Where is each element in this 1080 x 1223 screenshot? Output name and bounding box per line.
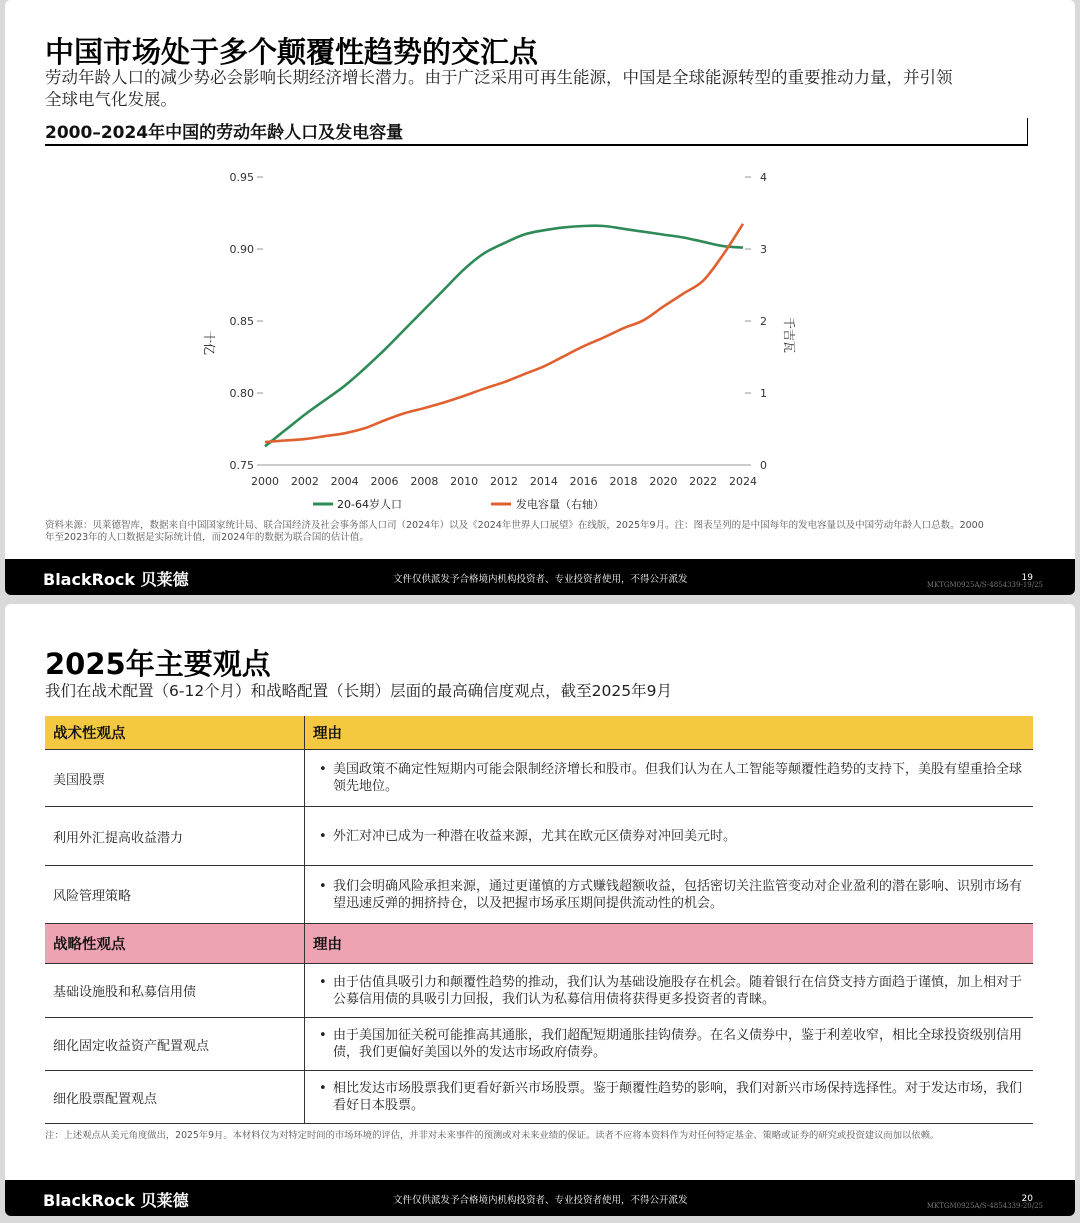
row-label: 利用外汇提高收益潜力 bbox=[45, 807, 305, 866]
reason-text: 美国政策不确定性短期内可能会限制经济增长和股市。但我们认为在人工智能等颠覆性趋势的支持下，美股有望重拾全球领先地位。 bbox=[333, 762, 1023, 794]
row-reason bbox=[305, 1071, 1034, 1124]
x-tick-label: 2010 bbox=[450, 475, 479, 488]
table-row bbox=[45, 964, 1033, 1018]
row-reason bbox=[305, 866, 1034, 924]
y-tick-label-right: 1 bbox=[760, 387, 767, 400]
page-title: 2025年主要观点 bbox=[45, 647, 271, 681]
document-code: MKTGM0925A/S-4854339-19/25 bbox=[926, 581, 1043, 589]
series-line-population bbox=[265, 226, 743, 447]
row-label: 风险管理策略 bbox=[45, 866, 305, 924]
row-label: 细化股票配置观点 bbox=[45, 1071, 305, 1124]
reason-text: 由于估值具吸引力和颠覆性趋势的推动，我们认为基础设施股存在机会。随着银行在信贷支持方面趋于谨慎，加上相对于公募信用债的具吸引力回报，我们认为私募信用债将获得更多投资者的青睐。 bbox=[333, 974, 1023, 1007]
x-tick-label: 2022 bbox=[689, 475, 718, 488]
page-subtitle bbox=[45, 67, 953, 111]
legend-label-population: 20-64岁人口 bbox=[337, 498, 402, 511]
page-title: 中国市场处于多个颠覆性趋势的交汇点 bbox=[45, 35, 539, 69]
y-tick-label-right: 4 bbox=[760, 171, 767, 184]
y-tick-label-right: 3 bbox=[760, 243, 767, 256]
subtitle-line-1: 劳动年龄人口的减少势必会影响长期经济增长潜力。由于广泛采用可再生能源，中国是全球能源转型的重要推动力量，并引领 bbox=[45, 68, 953, 87]
footnote-line-2: 年至2023年的人口数据是实际统计值，而2024年的数据为联合国的估计值。 bbox=[45, 532, 369, 543]
x-tick-label: 2012 bbox=[490, 475, 518, 488]
chart-header bbox=[45, 118, 1028, 146]
reason-text: 外汇对冲已成为一种潜在收益来源，尤其在欧元区债券对冲回美元时。 bbox=[333, 828, 737, 844]
page-number: 19 bbox=[1021, 573, 1033, 583]
x-tick-label: 2020 bbox=[649, 475, 678, 488]
x-tick-label: 2016 bbox=[569, 475, 598, 488]
row-reason bbox=[305, 807, 1034, 866]
reason-text: 我们会明确风险承担来源，通过更谨慎的方式赚钱超额收益，包括密切关注监管变动对企业盈利的潜在影响、识别市场有望迅速反弹的拥挤持仓，以及把握市场承压期间提供流动性的机会。 bbox=[333, 878, 1023, 911]
slide-20 bbox=[5, 604, 1075, 1216]
y-tick-label-left: 0.90 bbox=[229, 243, 254, 256]
page-subtitle: 我们在战术配置（6-12个月）和战略配置（长期）层面的最高确信度观点，截至2025年9月 bbox=[45, 682, 672, 700]
table-row bbox=[45, 807, 1033, 866]
right-axis-label: 千吉瓦 bbox=[782, 317, 796, 354]
x-tick-label: 2004 bbox=[330, 475, 359, 488]
reason-text: 相比发达市场股票我们更看好新兴市场股票。鉴于颠覆性趋势的影响，我们对新兴市场保持选择性。对于发达市场，我们看好日本股票。 bbox=[333, 1081, 1023, 1113]
x-tick-label: 2008 bbox=[410, 475, 439, 488]
left-axis-label: 十亿 bbox=[202, 331, 216, 356]
x-tick-label: 2000 bbox=[251, 475, 279, 488]
row-reason bbox=[305, 1018, 1034, 1071]
table-row bbox=[45, 1071, 1033, 1124]
table-row bbox=[45, 866, 1033, 924]
y-tick-label-right: 2 bbox=[760, 315, 767, 328]
y-tick-label-left: 0.80 bbox=[229, 387, 254, 400]
bullet-mark: • bbox=[319, 1081, 327, 1096]
chart-legend bbox=[313, 497, 604, 511]
bullet-mark: • bbox=[319, 762, 327, 777]
table-row bbox=[45, 750, 1033, 807]
x-ticks bbox=[251, 475, 757, 488]
x-tick-label: 2024 bbox=[729, 475, 757, 488]
x-tick-label: 2014 bbox=[529, 475, 558, 488]
row-reason bbox=[305, 964, 1034, 1018]
strategic-header-label: 战略性观点 bbox=[45, 924, 305, 964]
document-code: MKTGM0925A/S-4854339-20/25 bbox=[926, 1202, 1043, 1210]
row-label: 细化固定收益资产配置观点 bbox=[45, 1018, 305, 1071]
x-tick-label: 2006 bbox=[370, 475, 399, 488]
y-tick-label-left: 0.75 bbox=[229, 459, 254, 472]
footer-bar bbox=[5, 559, 1075, 595]
source-footnote bbox=[45, 520, 984, 544]
strategic-header-reason: 理由 bbox=[305, 924, 1034, 964]
left-y-ticks bbox=[230, 171, 264, 472]
legend-label-capacity: 发电容量（右轴） bbox=[516, 498, 604, 511]
footer-bar bbox=[5, 1180, 1075, 1216]
views-table bbox=[45, 716, 1033, 1124]
footer-disclaimer: 文件仅供派发予合格境内机构投资者、专业投资者使用，不得公开派发 bbox=[393, 1195, 688, 1206]
table-row bbox=[45, 1018, 1033, 1071]
brand-logo: BlackRock 贝莱德 bbox=[43, 570, 189, 589]
chart-title: 2000–2024年中国的劳动年龄人口及发电容量 bbox=[45, 123, 404, 143]
y-tick-label-left: 0.95 bbox=[229, 171, 254, 184]
row-reason bbox=[305, 750, 1034, 807]
tactical-header-reason: 理由 bbox=[305, 716, 1034, 750]
bullet-mark: • bbox=[319, 1028, 327, 1043]
y-tick-label-right: 0 bbox=[760, 459, 767, 472]
series-line-capacity bbox=[265, 224, 743, 442]
right-y-ticks bbox=[745, 171, 767, 472]
bullet-mark: • bbox=[319, 828, 327, 844]
row-label: 美国股票 bbox=[45, 750, 305, 807]
page-number: 20 bbox=[1021, 1194, 1033, 1204]
views-footnote: 注：上述观点从美元角度做出，2025年9月。本材料仅为对特定时间的市场环境的评估，并非对未来事件的预测或对未来业绩的保证。读者不应将本资料作为对任何特定基金、策略或证券的研究或投资建议而加以依赖。 bbox=[45, 1130, 940, 1141]
x-tick-label: 2002 bbox=[290, 475, 319, 488]
reason-text: 由于美国加征关税可能推高其通胀，我们超配短期通胀挂钩债券。在名义债券中，鉴于利差收窄，相比全球投资级别信用债，我们更偏好美国以外的发达市场政府债券。 bbox=[333, 1028, 1023, 1060]
y-tick-label-left: 0.85 bbox=[229, 315, 254, 328]
footnote-line-1: 资料来源：贝莱德智库，数据来自中国国家统计局、联合国经济及社会事务部人口司（2024年）以及《2024年世界人口展望》在线版，2025年9月。注：图表呈列的是中国每年的发电容量以及中国劳动年龄人口总数。2000 bbox=[45, 520, 984, 531]
row-label: 基础设施股和私募信用债 bbox=[45, 964, 305, 1018]
x-tick-label: 2018 bbox=[609, 475, 638, 488]
tactical-header-row bbox=[45, 716, 1033, 750]
bullet-mark: • bbox=[319, 878, 327, 894]
bullet-mark: • bbox=[319, 974, 327, 990]
tactical-header-label: 战术性观点 bbox=[45, 716, 305, 750]
brand-logo: BlackRock 贝莱德 bbox=[43, 1191, 189, 1210]
subtitle-line-2: 全球电气化发展。 bbox=[45, 90, 177, 109]
slide-19 bbox=[5, 0, 1075, 595]
strategic-header-row bbox=[45, 924, 1033, 964]
footer-disclaimer: 文件仅供派发予合格境内机构投资者、专业投资者使用，不得公开派发 bbox=[393, 574, 688, 585]
line-chart bbox=[5, 150, 1075, 530]
